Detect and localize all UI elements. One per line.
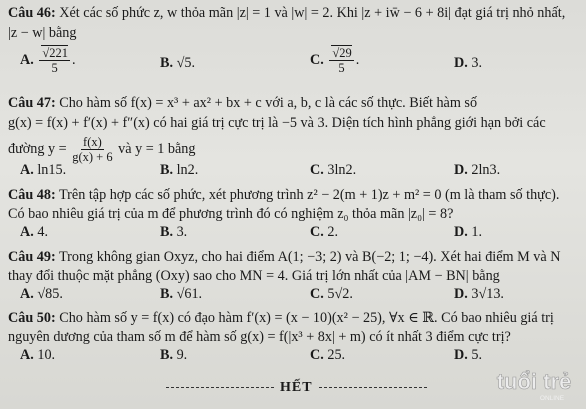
q50-option-d: D. 5. (454, 347, 482, 363)
tuoi-tre-logo (492, 365, 576, 403)
q49-option-b: B. √61. (160, 286, 203, 302)
q46-text-2: |z − w| bằng (8, 25, 77, 41)
q48-text-2: Có bao nhiêu giá trị của m để phương trình đó có nghiệm z₀ thỏa mãn |z₀| = 8? (8, 206, 454, 222)
q46-option-d: D. 3. (454, 55, 482, 71)
end-text: HẾT (280, 380, 313, 395)
q49-text-1: Trong không gian Oxyz, cho hai điểm A(1; −3; 2) và B(−2; 1; −4). Xét hai điểm M và N (59, 249, 561, 265)
q46-option-c: C. $\frac{√29}{5}$ . (310, 46, 360, 75)
q49-text-2: thay đổi thuộc mặt phẳng (Oxy) sao cho MN = 4. Giá trị lớn nhất của |AM − BN| bằng (8, 268, 500, 284)
q49-option-c: C. 5√2. (310, 286, 353, 302)
q47-text-3-post: và y = 1 bằng (118, 141, 196, 157)
q50-options (8, 347, 582, 367)
q47-line2 (8, 114, 582, 132)
q46-text-1: Xét các số phức z, w thỏa mãn |z| = 1 và |w| = 2. Khi |z + iw̄ − 6 + 8i| đạt giá trị nhỏ nhất, (59, 5, 566, 21)
q48-option-b: B. 3. (160, 224, 188, 240)
q46-a-num: √221 (42, 46, 68, 60)
q48-options (8, 224, 582, 244)
q46-line2 (8, 24, 582, 42)
q47-option-b: B. ln2. (160, 162, 199, 178)
q50-text-1: Cho hàm số y = f(x) có đạo hàm f′(x) = (x − 10)(x² − 25), ∀x ∈ ℝ. Có bao nhiêu giá trị (59, 310, 554, 326)
q49-options (8, 286, 582, 306)
q46-b-value: √5. (176, 55, 195, 71)
q46-option-b: B. √5. (160, 55, 195, 71)
divider-left (166, 387, 274, 388)
q47-options (8, 162, 582, 182)
q46-a-den: 5 (51, 61, 58, 75)
q49-option-d: D. 3√13. (454, 286, 504, 302)
q50-text-2: nguyên dương của tham số m để hàm số g(x) = f(|x³ + 8x| + m) có ít nhất 3 điểm cực trị? (8, 329, 511, 345)
divider-right (319, 387, 427, 388)
q47-line1 (8, 94, 582, 112)
q47-line3 (8, 132, 582, 166)
q47-fraction (72, 135, 112, 164)
end-marker (160, 380, 433, 396)
logo-sub-text: ONLINE (539, 395, 565, 402)
q46-d-value: 3. (471, 55, 482, 71)
q49-line2 (8, 267, 582, 285)
q47-option-a: A. ln15. (20, 162, 67, 178)
q46-option-a: A. $\frac{√221}{5}$ . (20, 46, 76, 75)
q47-text-1: Cho hàm số f(x) = x³ + ax² + bx + c với a, b, c là các số thực. Biết hàm số (59, 95, 478, 111)
q47-option-c: C. 3ln2. (310, 162, 357, 178)
q46-options (8, 46, 582, 82)
q47-text-2: g(x) = f(x) + f′(x) + f″(x) có hai giá trị cực trị là −5 và 3. Diện tích hình phẳng giới hạn bởi các (8, 115, 546, 131)
q48-label: Câu 48: (8, 187, 56, 203)
logo-brand-text: tuổi trẻ (496, 369, 572, 394)
q46-line1 (8, 4, 582, 22)
q46-label: Câu 46: (8, 5, 56, 21)
q49-option-a: A. √85. (20, 286, 63, 302)
q50-option-a: A. 10. (20, 347, 56, 363)
q49-label: Câu 49: (8, 249, 56, 265)
q48-line2 (8, 205, 582, 223)
q50-line2 (8, 328, 582, 346)
q48-text-1: Trên tập hợp các số phức, xét phương trình z² − 2(m + 1)z + m² = 0 (m là tham số thực). (59, 187, 560, 203)
q46-c-den: 5 (338, 61, 345, 75)
q50-label: Câu 50: (8, 310, 56, 326)
q47-frac-num: f(x) (83, 135, 102, 150)
q50-option-b: B. 9. (160, 347, 188, 363)
q47-frac-den: g(x) + 6 (72, 150, 113, 165)
q47-option-d: D. 2ln3. (454, 162, 501, 178)
q50-line1 (8, 309, 582, 327)
q48-option-c: C. 2. (310, 224, 338, 240)
q49-line1 (8, 248, 582, 266)
q50-option-c: C. 25. (310, 347, 346, 363)
q47-text-3-pre: đường y = (8, 141, 67, 157)
q48-option-d: D. 1. (454, 224, 482, 240)
q47-label: Câu 47: (8, 95, 56, 111)
q46-c-num: √29 (332, 46, 352, 60)
q48-line1 (8, 186, 582, 204)
q48-option-a: A. 4. (20, 224, 48, 240)
